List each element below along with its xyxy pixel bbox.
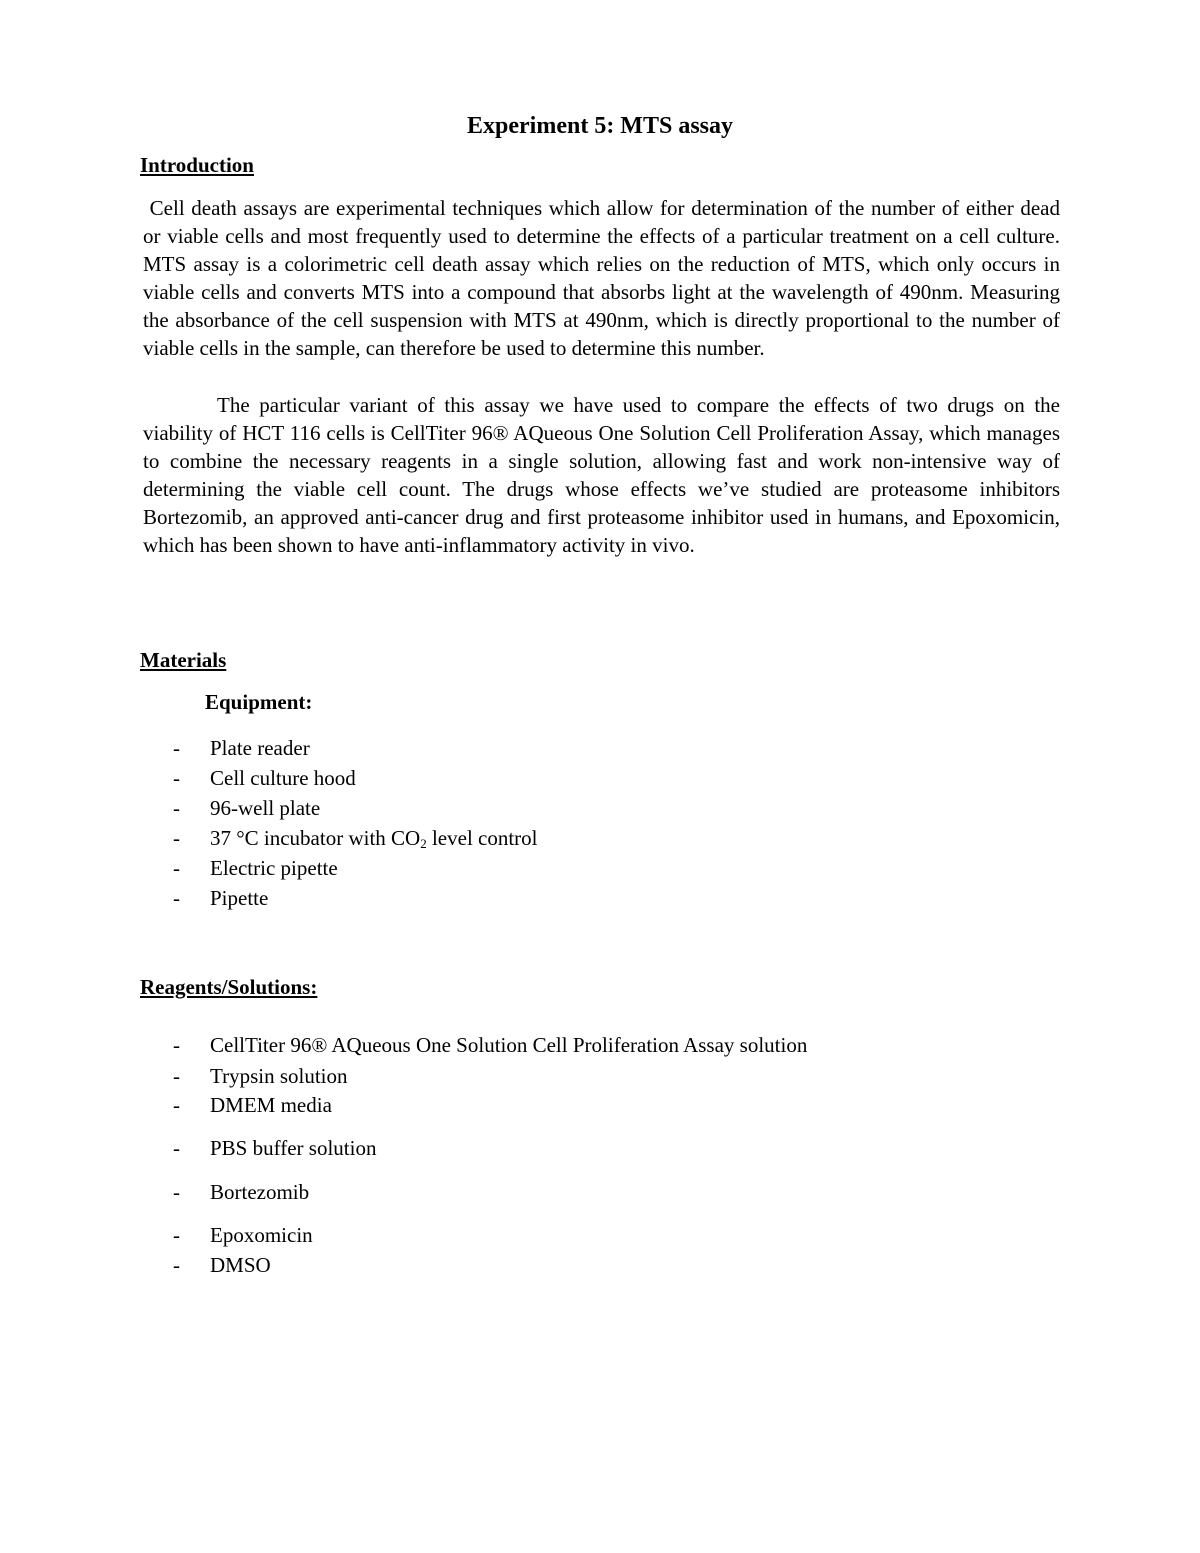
equipment-item bbox=[173, 794, 320, 822]
materials-heading: Materials bbox=[140, 648, 227, 672]
bullet-dash: - bbox=[173, 1253, 180, 1277]
equipment-item bbox=[173, 734, 310, 762]
reagent-item-label: DMEM media bbox=[210, 1093, 332, 1117]
reagent-item-label: Epoxomicin bbox=[210, 1223, 313, 1247]
bullet-dash: - bbox=[173, 1180, 180, 1204]
equipment-item-label: Cell culture hood bbox=[210, 766, 356, 790]
bullet-dash: - bbox=[173, 856, 180, 880]
reagent-item-label: Trypsin solution bbox=[210, 1064, 348, 1088]
reagent-item bbox=[173, 1062, 348, 1090]
reagent-item bbox=[173, 1134, 376, 1162]
bullet-dash: - bbox=[173, 1064, 180, 1088]
bullet-dash: - bbox=[173, 1033, 180, 1057]
equipment-item bbox=[173, 884, 268, 912]
bullet-dash: - bbox=[173, 886, 180, 910]
equipment-item-label: Plate reader bbox=[210, 736, 310, 760]
bullet-dash: - bbox=[173, 826, 180, 850]
bullet-dash: - bbox=[173, 736, 180, 760]
equipment-heading: Equipment: bbox=[205, 690, 313, 714]
document-title: Experiment 5: MTS assay bbox=[467, 113, 733, 139]
bullet-dash: - bbox=[173, 796, 180, 820]
reagent-item-label: PBS buffer solution bbox=[210, 1136, 377, 1160]
reagent-item bbox=[173, 1091, 332, 1119]
reagent-item bbox=[173, 1221, 313, 1249]
equipment-item bbox=[173, 764, 356, 792]
equipment-item bbox=[173, 824, 538, 852]
reagent-item-label: CellTiter 96® AQueous One Solution Cell Proliferation Assay solution bbox=[210, 1033, 808, 1057]
bullet-dash: - bbox=[173, 1136, 180, 1160]
reagents-heading: Reagents/Solutions: bbox=[140, 975, 318, 999]
equipment-item-label: Electric pipette bbox=[210, 856, 338, 880]
equipment-item-label-suffix: level control bbox=[426, 826, 538, 850]
equipment-item-label: 37 °C incubator with CO bbox=[210, 826, 421, 850]
introduction-paragraph-1: Cell death assays are experimental techniques which allow for determination of the number of either dead or viable cells and most frequently used to determine the effects of a particular treatment on a cell culture. MTS assay is a colorimetric cell death assay which relies on the reduction of MTS, which only occurs in viable cells and converts MTS into a compound that absorbs light at the wavelength of 490nm. Measuring the absorbance of the cell suspension with MTS at 490nm, which is directly proportional to the number of viable cells in the sample, can therefore be used to determine this number. bbox=[143, 196, 1066, 360]
co2-subscript: 2 bbox=[420, 836, 427, 851]
introduction-paragraph-2: The particular variant of this assay we have used to compare the effects of two drugs on the viability of HCT 116 cells is CellTiter 96® AQueous One Solution Cell Proliferation Assay, which manages to combine the necessary reagents in a single solution, allowing fast and work non-intensive way of determining the viable cell count. The drugs whose effects we’ve studied are proteasome inhibitors Bortezomib, an approved anti-cancer drug and first proteasome inhibitor used in humans, and Epoxomicin, which has been shown to have anti-inflammatory activity in vivo. bbox=[143, 393, 1060, 557]
reagent-item bbox=[173, 1178, 309, 1206]
reagent-item-label: Bortezomib bbox=[210, 1180, 310, 1204]
reagent-item bbox=[173, 1031, 807, 1059]
introduction-heading: Introduction bbox=[140, 153, 254, 177]
equipment-item-label: Pipette bbox=[210, 886, 269, 910]
equipment-item-label: 96-well plate bbox=[210, 796, 321, 820]
reagent-item-label: DMSO bbox=[210, 1253, 271, 1277]
bullet-dash: - bbox=[173, 766, 180, 790]
bullet-dash: - bbox=[173, 1223, 180, 1247]
reagent-item bbox=[173, 1251, 271, 1279]
bullet-dash: - bbox=[173, 1093, 180, 1117]
equipment-item bbox=[173, 854, 338, 882]
